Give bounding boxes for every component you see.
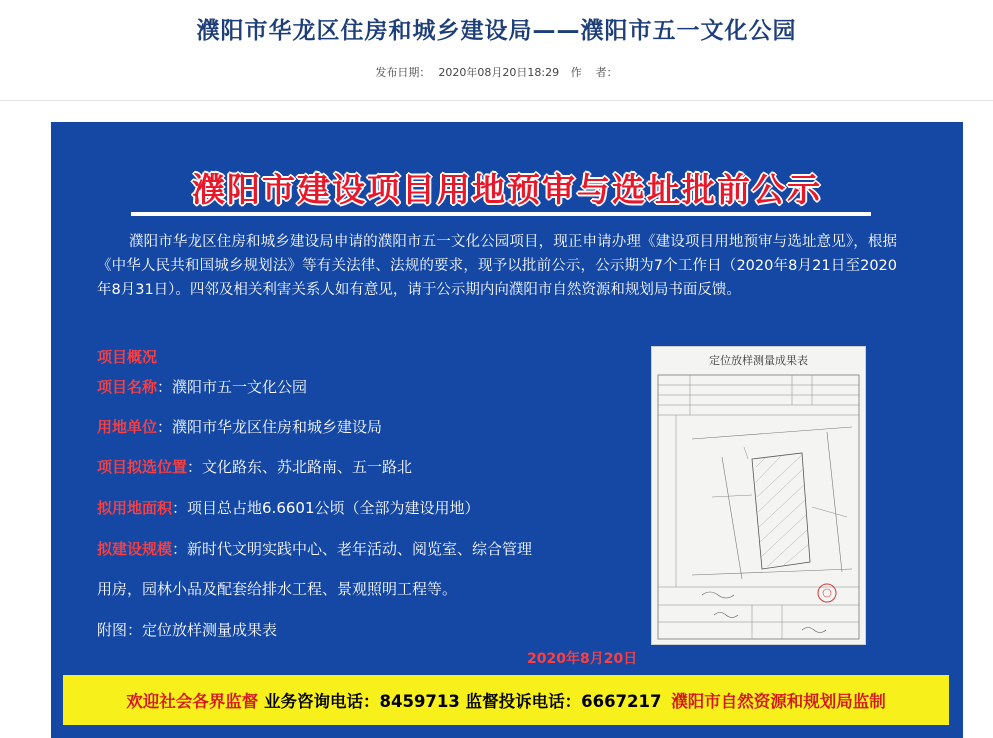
field-location xyxy=(97,456,412,477)
field-area xyxy=(97,497,480,518)
field-scale-continued: 用房，园林小品及配套给排水工程、景观照明工程等。 xyxy=(97,580,458,598)
notice-title: 濮阳市建设项目用地预审与选址批前公示 xyxy=(192,170,822,209)
section-heading: 项目概况 xyxy=(97,348,158,366)
field-value: ：新时代文明实践中心、老年活动、阅览室、综合管理 xyxy=(172,540,533,558)
notice-intro: 濮阳市华龙区住房和城乡建设局申请的濮阳市五一文化公园项目，现正申请办理《建设项目用地预审与选址意见》，根据《中华人民共和国城乡规划法》等有关法律、法规的要求，现予以批前公示，公示期为7个工作日（2020年8月21日至2020年8月31日）。四邻及相关利害关系人如有意见，请于公示期内向濮阳市自然资源和规划局书面反馈。 xyxy=(97,234,897,298)
issuing-org: 濮阳市自然资源和规划局监制 xyxy=(671,692,886,711)
field-land-unit xyxy=(97,416,382,437)
field-scale xyxy=(97,538,532,559)
field-label: 拟用地面积 xyxy=(97,499,173,517)
publish-meta xyxy=(0,64,993,80)
survey-title: 定位放样测量成果表 xyxy=(709,354,808,367)
field-project-name xyxy=(97,376,307,397)
survey-result-table-image xyxy=(652,347,865,644)
survey-drawing xyxy=(652,347,865,644)
field-label: 项目名称 xyxy=(97,378,158,396)
field-value: ：濮阳市华龙区住房和城乡建设局 xyxy=(157,418,383,436)
field-label: 拟建设规模 xyxy=(97,540,173,558)
notice-image xyxy=(51,122,963,738)
contact-phones: 业务咨询电话：8459713 监督投诉电话：6667217 xyxy=(258,692,668,711)
supervision-text: 欢迎社会各界监督 xyxy=(126,692,259,711)
page-title: 濮阳市华龙区住房和城乡建设局——濮阳市五一文化公园 xyxy=(196,18,797,44)
field-label: 项目拟选位置 xyxy=(97,458,188,476)
contact-bar xyxy=(63,675,949,725)
publish-date: 2020年08月20日18:29 xyxy=(438,66,560,79)
title-underline xyxy=(131,212,871,216)
publish-date-label: 发布日期： xyxy=(375,66,431,79)
header-divider xyxy=(0,100,993,101)
notice-date: 2020年8月20日 xyxy=(527,651,638,667)
field-value: ：濮阳市五一文化公园 xyxy=(157,378,308,396)
field-value: ：文化路东、苏北路南、五一路北 xyxy=(187,458,413,476)
field-label: 用地单位 xyxy=(97,418,158,436)
field-value: ：项目总占地6.6601公顷（全部为建设用地） xyxy=(172,499,480,517)
author-label: 作 者： xyxy=(570,66,618,79)
attachment-note: 附图：定位放样测量成果表 xyxy=(97,621,278,639)
